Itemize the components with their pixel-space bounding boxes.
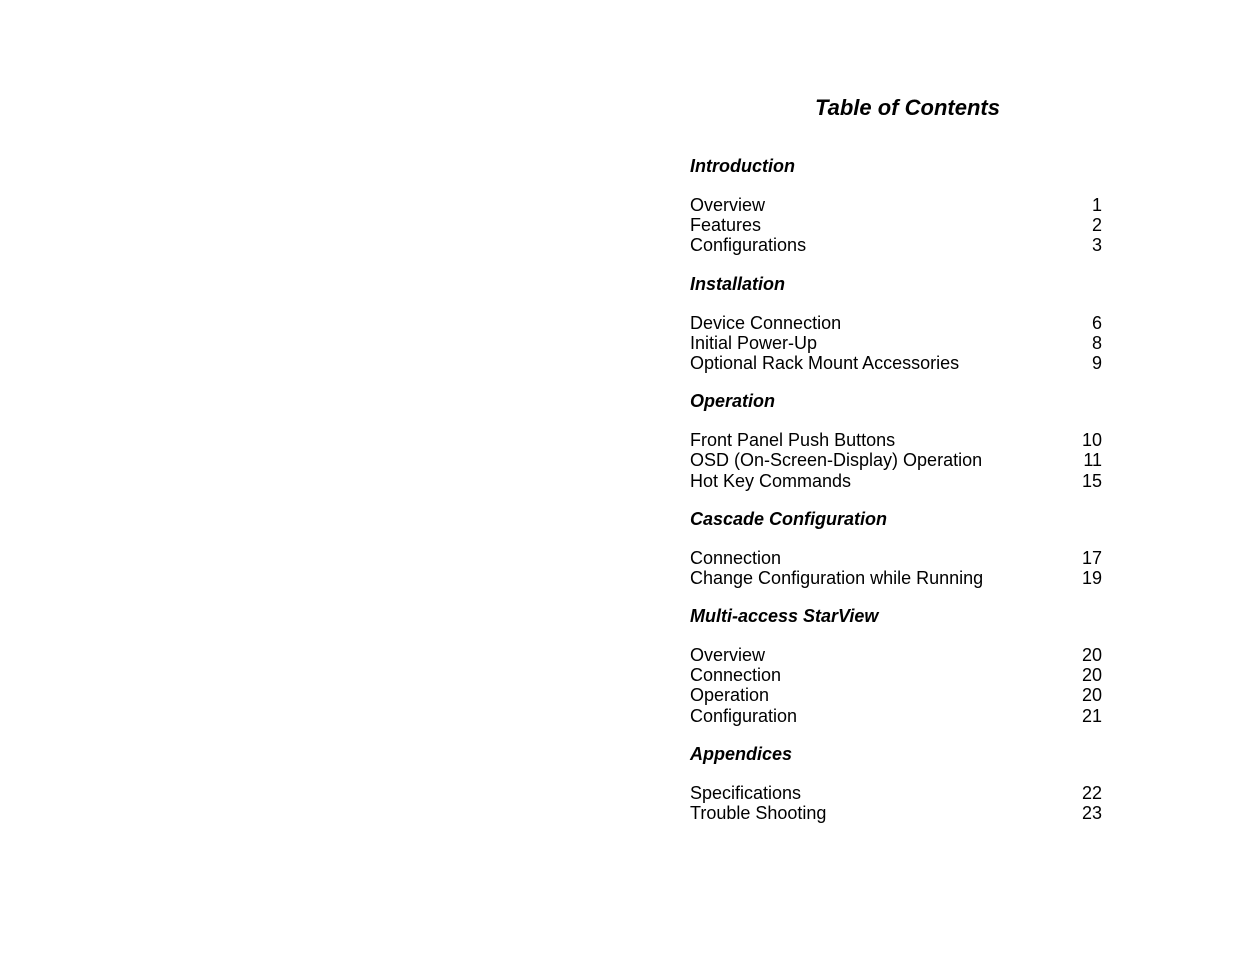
toc-entry[interactable]	[690, 548, 1102, 568]
entry-label: Initial Power-Up	[690, 332, 818, 353]
entry-page-number: 20	[1081, 645, 1102, 666]
entry-label: Configuration	[690, 705, 798, 726]
entry-page-number: 20	[1081, 665, 1102, 686]
toc-section	[690, 742, 1102, 823]
toc-entry[interactable]	[690, 353, 1102, 373]
entry-page-number: 19	[1081, 567, 1102, 588]
entry-page-number: 17	[1081, 547, 1102, 568]
entry-page-number: 8	[1091, 332, 1102, 353]
toc-entry[interactable]	[690, 471, 1102, 491]
toc-section	[690, 389, 1102, 491]
entry-page-number: 10	[1081, 430, 1102, 451]
entry-label: OSD (On-Screen-Display) Operation	[690, 450, 983, 471]
entry-page-number: 2	[1091, 215, 1102, 236]
entry-page-number: 3	[1091, 235, 1102, 256]
entry-label: Hot Key Commands	[690, 470, 852, 491]
entry-list	[690, 195, 1102, 256]
toc-entry[interactable]	[690, 333, 1102, 353]
entry-label: Configurations	[690, 235, 807, 256]
entry-label: Features	[690, 215, 762, 236]
entry-page-number: 11	[1083, 450, 1102, 471]
toc-entry[interactable]	[690, 645, 1102, 665]
section-heading: Introduction	[690, 156, 795, 176]
entry-label: Operation	[690, 685, 770, 706]
toc-section	[690, 604, 1102, 726]
section-heading: Operation	[690, 391, 776, 412]
section-heading: Multi-access StarView	[690, 606, 879, 627]
toc-entry[interactable]	[690, 450, 1102, 470]
entry-label: Device Connection	[690, 312, 842, 333]
entry-list	[690, 783, 1102, 823]
entry-label: Optional Rack Mount Accessories	[690, 352, 960, 373]
entry-label: Connection	[690, 547, 782, 568]
entry-page-number: 15	[1081, 470, 1102, 491]
entry-label: Front Panel Push Buttons	[690, 430, 896, 451]
entry-list	[690, 430, 1102, 491]
entry-page-number: 9	[1091, 352, 1102, 373]
toc-entry[interactable]	[690, 215, 1102, 235]
toc-section	[690, 154, 1102, 256]
entry-label: Trouble Shooting	[690, 803, 827, 823]
table-of-contents	[690, 154, 1102, 839]
toc-entry[interactable]	[690, 665, 1102, 685]
entry-label: Overview	[690, 195, 766, 215]
toc-entry[interactable]	[690, 706, 1102, 726]
toc-entry[interactable]	[690, 430, 1102, 450]
toc-section	[690, 272, 1102, 374]
entry-label: Change Configuration while Running	[690, 567, 984, 588]
entry-page-number: 20	[1081, 685, 1102, 706]
entry-page-number: 22	[1081, 782, 1102, 803]
toc-entry[interactable]	[690, 803, 1102, 823]
entry-page-number: 6	[1091, 312, 1102, 333]
entry-page-number: 21	[1081, 705, 1102, 726]
toc-entry[interactable]	[690, 235, 1102, 255]
section-heading: Installation	[690, 273, 786, 294]
entry-page-number: 1	[1091, 195, 1102, 215]
section-heading: Cascade Configuration	[690, 508, 888, 529]
toc-entry[interactable]	[690, 313, 1102, 333]
entry-label: Connection	[690, 665, 782, 686]
entry-list	[690, 548, 1102, 588]
entry-label: Overview	[690, 645, 766, 666]
entry-list	[690, 645, 1102, 726]
entry-label: Specifications	[690, 782, 802, 803]
toc-title: Table of Contents	[815, 95, 1000, 120]
section-heading: Appendices	[690, 743, 793, 764]
toc-entry[interactable]	[690, 195, 1102, 215]
toc-section	[690, 507, 1102, 588]
toc-entry[interactable]	[690, 568, 1102, 588]
toc-entry[interactable]	[690, 783, 1102, 803]
entry-list	[690, 313, 1102, 374]
entry-page-number: 23	[1081, 803, 1102, 823]
toc-entry[interactable]	[690, 685, 1102, 705]
